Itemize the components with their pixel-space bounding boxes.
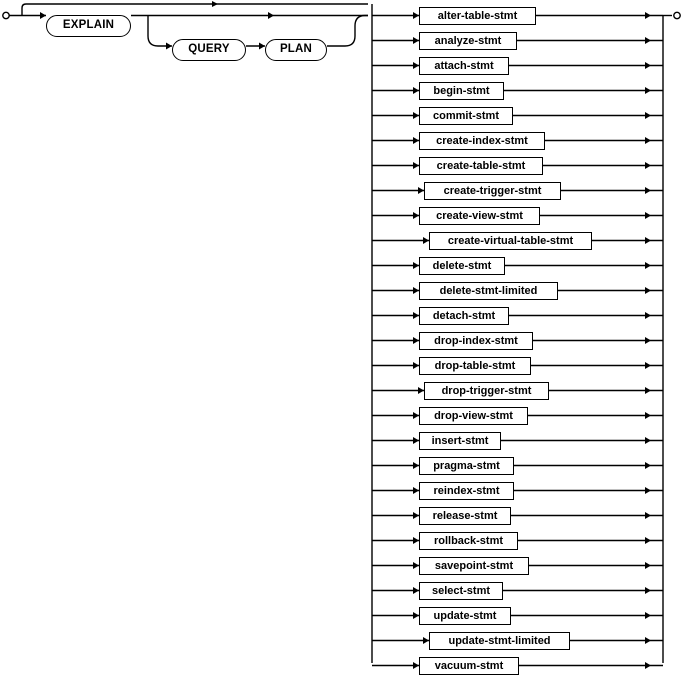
nonterminal-create-table-stmt[interactable] [419, 157, 543, 175]
nonterminal-update-stmt[interactable] [419, 607, 511, 625]
nonterminal-label: select-stmt [431, 584, 491, 597]
nonterminal-label: vacuum-stmt [434, 659, 504, 672]
nonterminal-reindex-stmt[interactable] [419, 482, 514, 500]
nonterminal-drop-trigger-stmt[interactable] [424, 382, 549, 400]
nonterminal-alter-table-stmt[interactable] [419, 7, 536, 25]
end-marker [674, 12, 680, 18]
nonterminal-insert-stmt[interactable] [419, 432, 501, 450]
nonterminal-delete-stmt-limited[interactable] [419, 282, 558, 300]
nonterminal-label: analyze-stmt [434, 34, 502, 47]
nonterminal-label: drop-trigger-stmt [441, 384, 532, 397]
terminal-query[interactable] [172, 39, 246, 61]
nonterminal-label: insert-stmt [431, 434, 489, 447]
terminal-explain[interactable] [46, 15, 131, 37]
nonterminal-attach-stmt[interactable] [419, 57, 509, 75]
terminal-plan[interactable] [265, 39, 327, 61]
nonterminal-label: rollback-stmt [433, 534, 504, 547]
nonterminal-label: pragma-stmt [433, 459, 500, 472]
nonterminal-savepoint-stmt[interactable] [419, 557, 529, 575]
nonterminal-create-view-stmt[interactable] [419, 207, 540, 225]
nonterminal-detach-stmt[interactable] [419, 307, 509, 325]
nonterminal-update-stmt-limited[interactable] [429, 632, 570, 650]
terminal-plan-label: PLAN [279, 43, 313, 56]
nonterminal-label: create-index-stmt [436, 134, 528, 147]
nonterminal-label: update-stmt [433, 609, 497, 622]
nonterminal-label: savepoint-stmt [434, 559, 514, 572]
nonterminal-label: reindex-stmt [433, 484, 500, 497]
nonterminal-drop-view-stmt[interactable] [419, 407, 528, 425]
nonterminal-analyze-stmt[interactable] [419, 32, 517, 50]
nonterminal-label: commit-stmt [432, 109, 499, 122]
nonterminal-pragma-stmt[interactable] [419, 457, 514, 475]
nonterminal-label: create-view-stmt [436, 209, 523, 222]
nonterminal-label: drop-table-stmt [434, 359, 516, 372]
nonterminal-label: create-virtual-table-stmt [447, 234, 574, 247]
nonterminal-rollback-stmt[interactable] [419, 532, 518, 550]
nonterminal-label: delete-stmt [432, 259, 492, 272]
nonterminal-label: drop-index-stmt [434, 334, 518, 347]
nonterminal-begin-stmt[interactable] [419, 82, 504, 100]
nonterminal-label: drop-view-stmt [434, 409, 513, 422]
nonterminal-label: alter-table-stmt [437, 9, 518, 22]
nonterminal-label: create-table-stmt [436, 159, 526, 172]
nonterminal-delete-stmt[interactable] [419, 257, 505, 275]
nonterminal-label: release-stmt [432, 509, 498, 522]
start-marker [3, 12, 9, 18]
nonterminal-label: detach-stmt [432, 309, 496, 322]
nonterminal-label: begin-stmt [433, 84, 490, 97]
nonterminal-label: delete-stmt-limited [439, 284, 538, 297]
terminal-query-label: QUERY [188, 43, 230, 56]
terminal-explain-label: EXPLAIN [62, 19, 115, 32]
nonterminal-label: create-trigger-stmt [443, 184, 542, 197]
nonterminal-create-virtual-table-stmt[interactable] [429, 232, 592, 250]
nonterminal-release-stmt[interactable] [419, 507, 511, 525]
nonterminal-commit-stmt[interactable] [419, 107, 513, 125]
nonterminal-drop-table-stmt[interactable] [419, 357, 531, 375]
nonterminal-create-trigger-stmt[interactable] [424, 182, 561, 200]
nonterminal-label: update-stmt-limited [448, 634, 551, 647]
nonterminal-select-stmt[interactable] [419, 582, 503, 600]
nonterminal-label: attach-stmt [434, 59, 494, 72]
nonterminal-drop-index-stmt[interactable] [419, 332, 533, 350]
nonterminal-create-index-stmt[interactable] [419, 132, 545, 150]
nonterminal-vacuum-stmt[interactable] [419, 657, 519, 675]
